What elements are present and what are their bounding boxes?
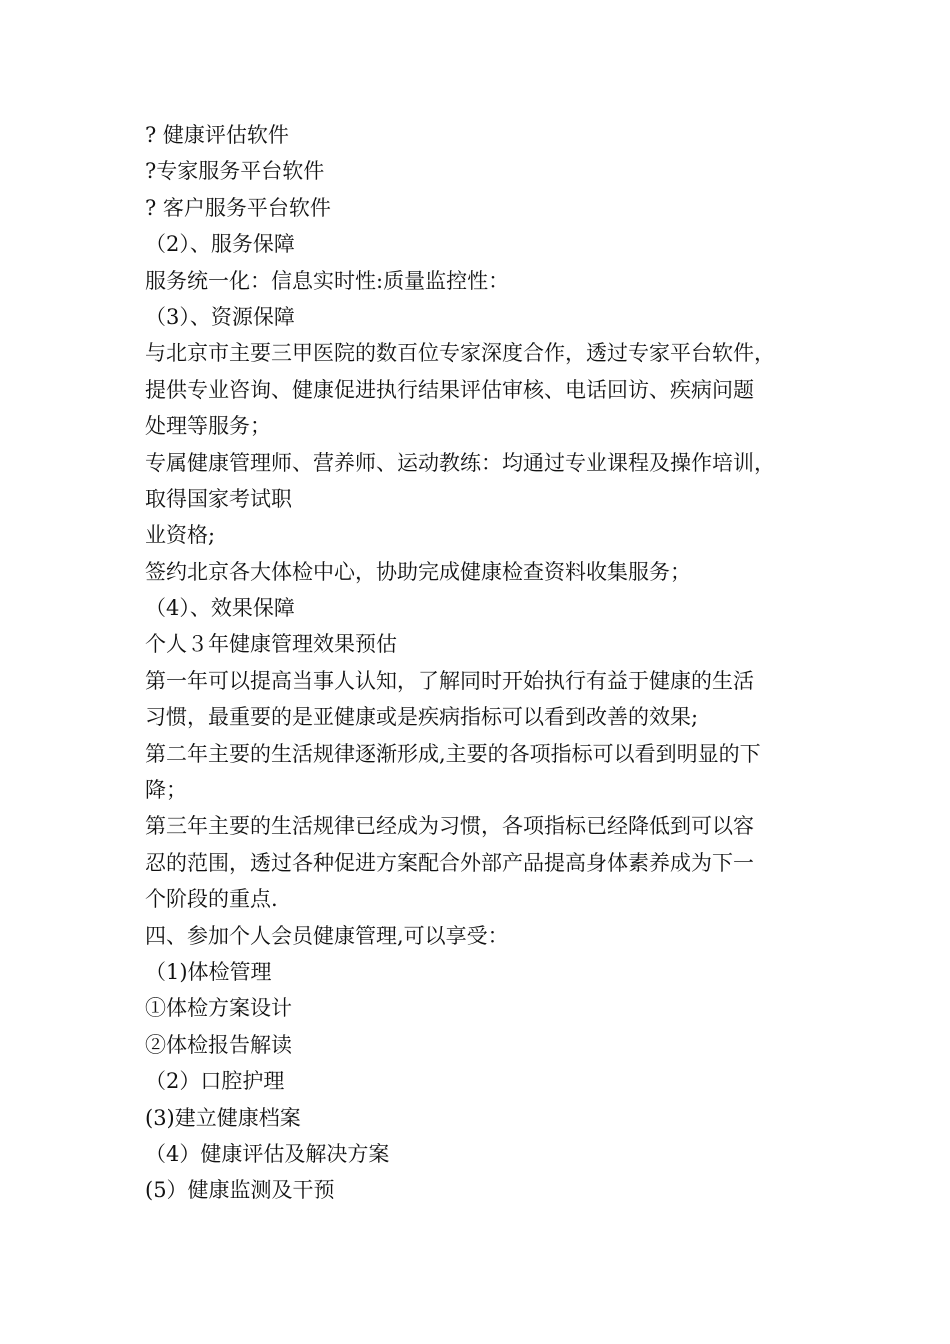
paragraph-line: 第三年主要的生活规律已经成为习惯，各项指标已经降低到可以容 (145, 814, 754, 839)
paragraph-line: 第二年主要的生活规律逐渐形成,主要的各项指标可以看到明显的下 (145, 741, 761, 766)
paragraph-line: 第一年可以提高当事人认知，了解同时开始执行有益于健康的生活 (145, 668, 754, 693)
paragraph-line: 个人３年健康管理效果预估 (145, 632, 397, 657)
paragraph-line: 习惯，最重要的是亚健康或是疾病指标可以看到改善的效果; (145, 705, 699, 730)
paragraph-line: 业资格; (145, 523, 216, 548)
list-item: （4）健康评估及解决方案 (145, 1141, 390, 1166)
paragraph-line: 取得国家考试职 (145, 486, 292, 511)
list-item: （2）口腔护理 (145, 1069, 285, 1094)
list-item-health-assessment-software: ? 健康评估软件 (145, 123, 289, 147)
paragraph-line: 降； (145, 778, 187, 803)
paragraph-line: 与北京市主要三甲医院的数百位专家深度合作，透过专家平台软件， (145, 341, 775, 366)
list-item: ②体检报告解读 (145, 1032, 292, 1057)
paragraph-line: 个阶段的重点. (145, 887, 278, 912)
list-item: （1)体检管理 (145, 959, 272, 984)
list-item-customer-platform-software: ? 客户服务平台软件 (145, 195, 331, 220)
paragraph-line: 专属健康管理师、营养师、运动教练：均通过专业课程及操作培训， (145, 450, 775, 475)
paragraph-line: 处理等服务； (145, 414, 271, 439)
section-heading-resource-guarantee: （3）、资源保障 (145, 304, 295, 329)
paragraph-line: 签约北京各大体检中心，协助完成健康检查资料收集服务； (145, 559, 691, 584)
list-item: (5）健康监测及干预 (145, 1178, 335, 1203)
paragraph-service-unification: 服务统一化：信息实时性:质量监控性： (145, 268, 510, 293)
paragraph-line: 提供专业咨询、健康促进执行结果评估审核、电话回访、疾病问题 (145, 377, 754, 402)
section-heading-service-guarantee: （2）、服务保障 (145, 232, 295, 257)
list-item: (3)建立健康档案 (145, 1105, 301, 1130)
section-heading-membership-benefits: 四、参加个人会员健康管理,可以享受： (145, 923, 509, 948)
section-heading-effect-guarantee: （4）、效果保障 (145, 596, 295, 621)
list-item-expert-platform-software: ?专家服务平台软件 (145, 159, 325, 184)
list-item: ①体检方案设计 (145, 996, 292, 1021)
document-body (145, 117, 835, 1209)
paragraph-line: 忍的范围，透过各种促进方案配合外部产品提高身体素养成为下一 (145, 850, 754, 875)
